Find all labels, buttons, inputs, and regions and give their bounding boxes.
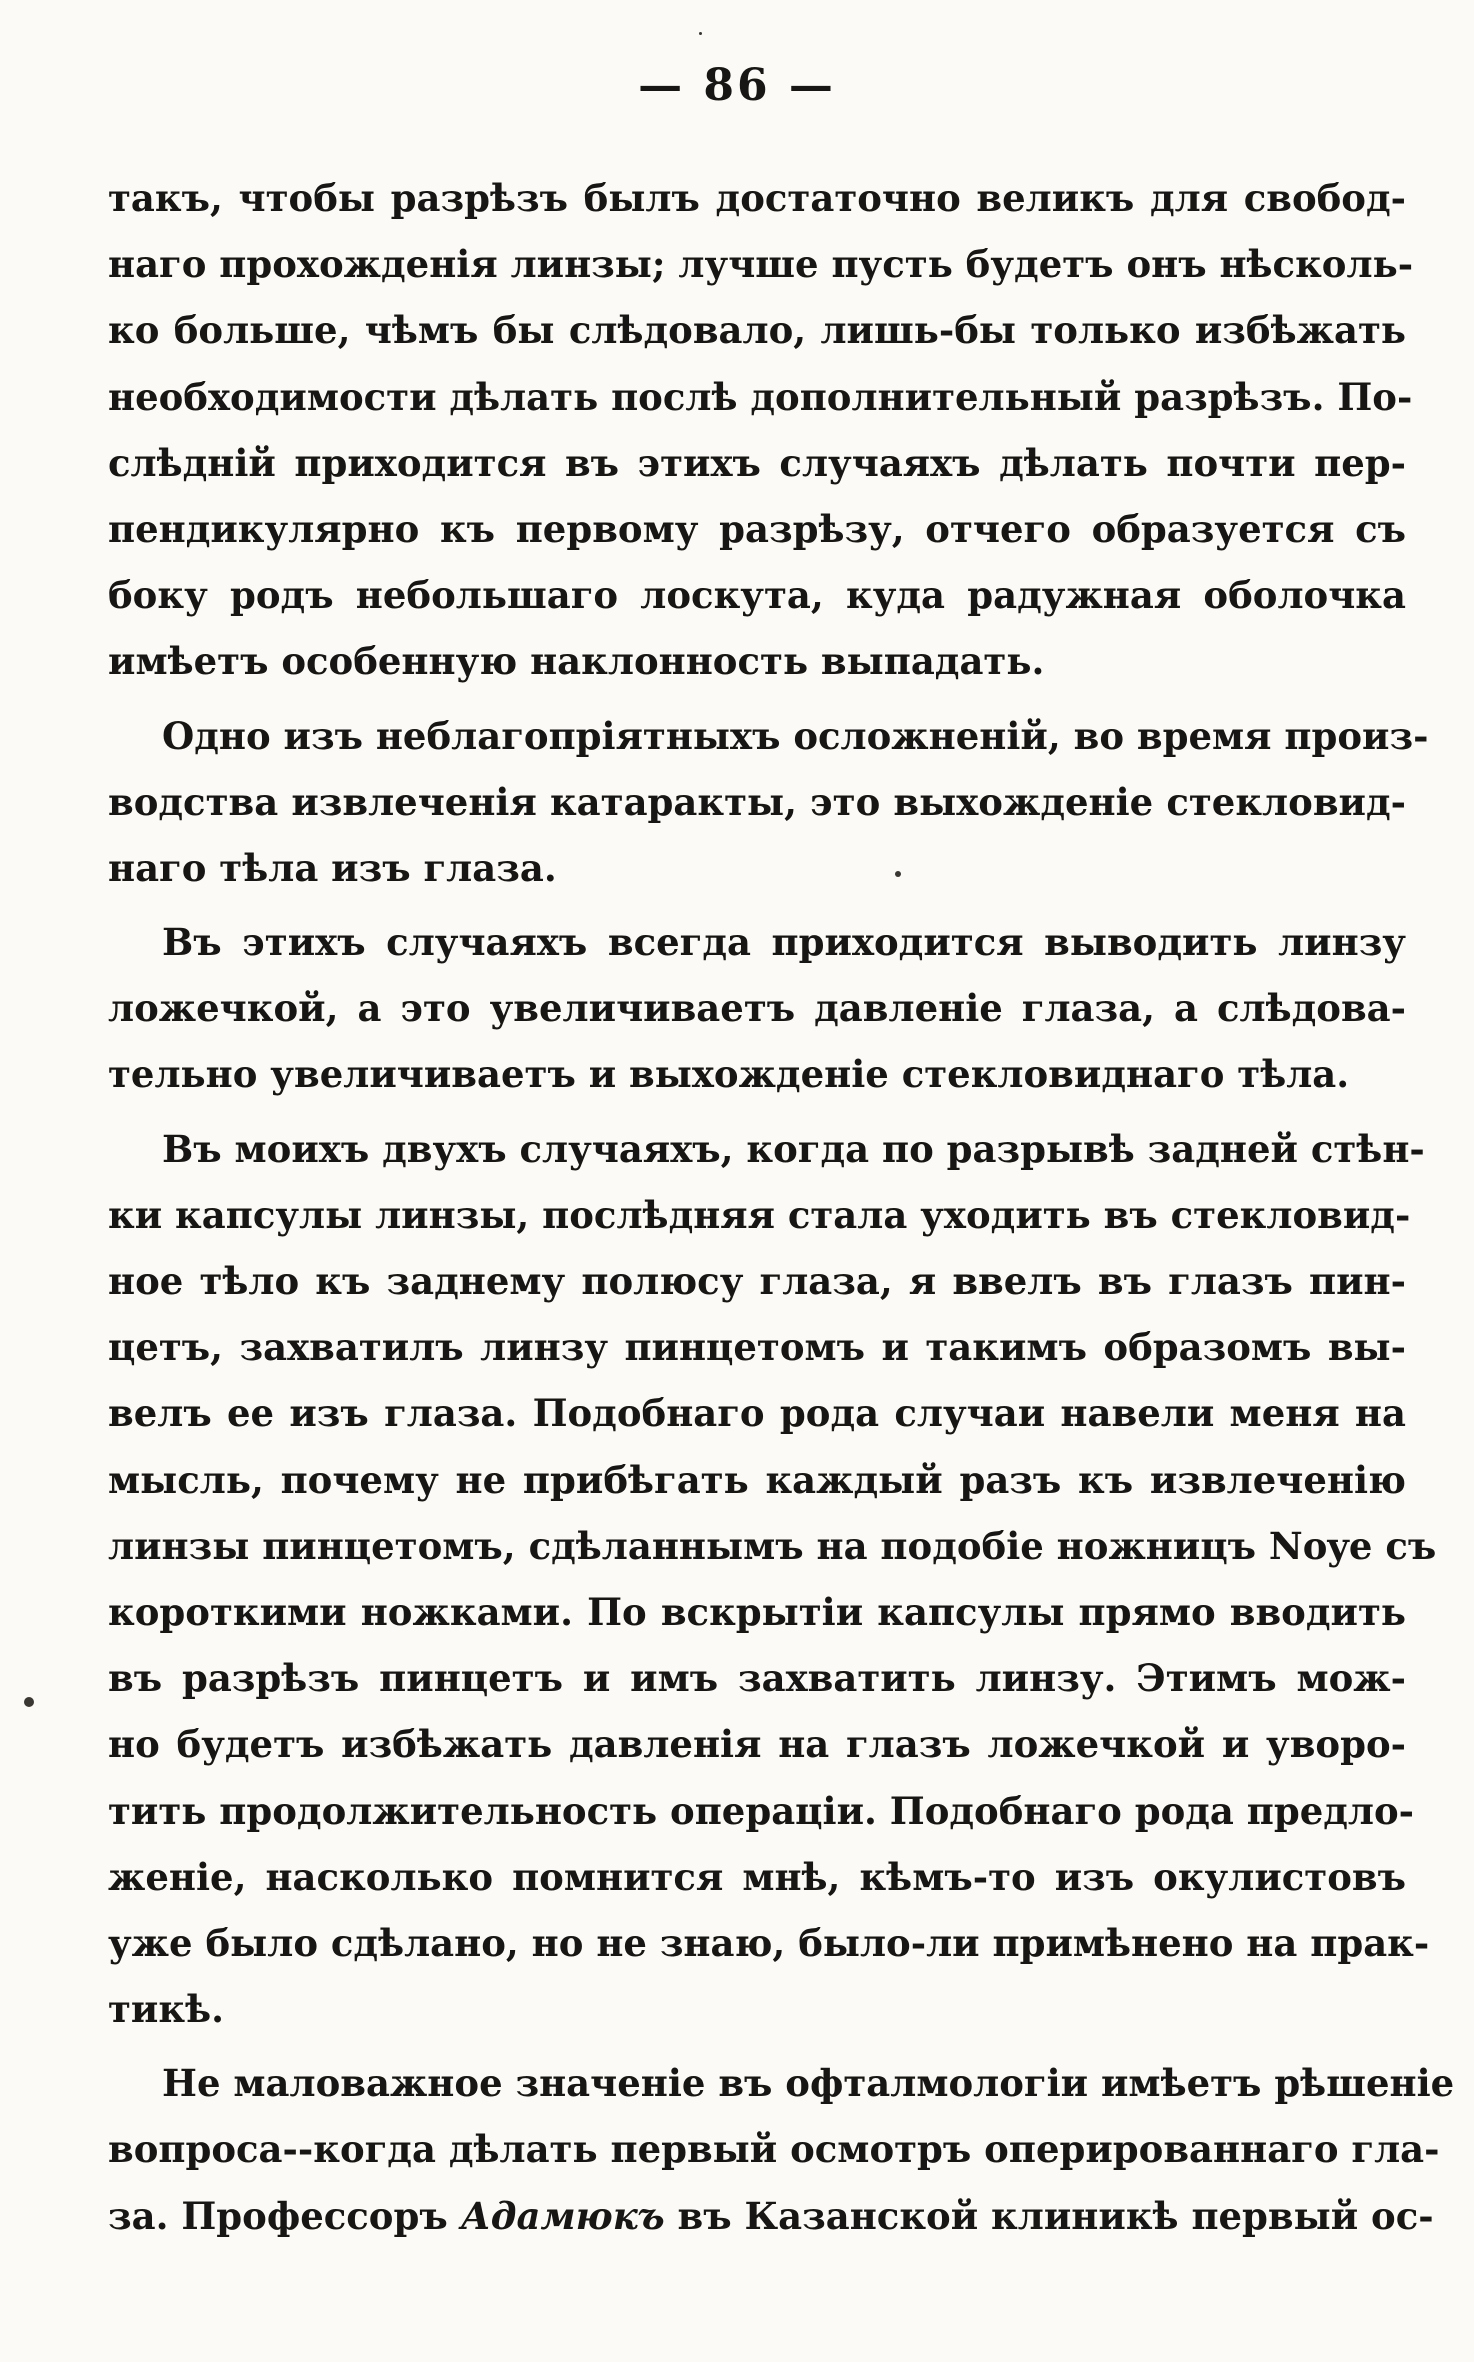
text-line: Не маловажное значеніе въ офталмологіи имѣетъ рѣшеніе [162,2061,1455,2106]
final-line-start: за. Профессоръ [108,2193,461,2238]
text-line: вопроса--когда дѣлать первый осмотръ оперированнаго гла- [108,2127,1440,2172]
text-line: Одно изъ неблагопріятныхъ осложненій, во время произ- [162,713,1429,758]
text-line: но будетъ избѣжать давленія на глазъ ложечкой и уворо- [108,1722,1406,1767]
page-number: — 86 — [638,60,836,111]
text-line: пендикулярно къ первому разрѣзу, отчего образуется съ [108,506,1406,551]
text-line: уже было сдѣлано, но не знаю, было-ли примѣнено на прак- [108,1920,1430,1965]
text-line: такъ, чтобы разрѣзъ былъ достаточно великъ для свобод- [108,176,1406,220]
text-line: необходимости дѣлать послѣ дополнительный разрѣзъ. По- [108,374,1413,419]
paragraph-3 [108,909,1406,1108]
text-line: наго прохожденія линзы; лучше пусть будетъ онъ нѣсколь- [108,242,1414,287]
body-text [108,165,1455,2249]
text-line: Въ этихъ случаяхъ всегда приходится выводить линзу [162,920,1406,965]
text-line: тикѣ. [108,1987,224,2032]
paragraph-1 [108,165,1414,695]
final-line-end: въ Казанской клиникѣ первый ос- [664,2193,1434,2238]
text-line: тельно увеличиваетъ и выхожденіе стекловиднаго тѣла. [108,1052,1350,1097]
text-line: ки капсулы линзы, послѣдняя стала уходить въ стекловид- [108,1192,1411,1237]
text-line: ное тѣло къ заднему полюсу глаза, я ввелъ въ глазъ пин- [108,1259,1406,1303]
text-line: въ разрѣзъ пинцетъ и имъ захватить линзу. Этимъ мож- [108,1656,1406,1701]
text-line: водства извлеченія катаракты, это выхожденіе стекловид- [108,779,1406,824]
ink-speck [24,1697,34,1707]
text-line: женіе, насколько помнится мнѣ, кѣмъ-то изъ окулистовъ [108,1854,1406,1899]
text-line: ко больше, чѣмъ бы слѣдовало, лишь-бы только избѣжать [108,308,1406,353]
ink-speck [699,32,702,35]
text-line: имѣетъ особенную наклонность выпадать. [108,639,1045,684]
text-line: велъ ее изъ глаза. Подобнаго рода случаи навели меня на [108,1391,1406,1436]
text-line: линзы пинцетомъ, сдѣланнымъ на подобіе ножницъ Noyе съ [108,1523,1437,1568]
text-line-with-italic [108,2183,1434,2249]
text-line: слѣдній приходится въ этихъ случаяхъ дѣлать почти пер- [108,440,1406,485]
ink-speck [895,871,901,877]
paragraph-2 [108,703,1429,902]
text-line: ложечкой, а это увеличиваетъ давленіе глаза, а слѣдова- [108,986,1406,1031]
text-line: тить продолжительность операціи. Подобнаго рода предло- [108,1788,1415,1833]
text-line: Въ моихъ двухъ случаяхъ, когда по разрывѣ задней стѣн- [162,1126,1425,1171]
text-line: короткими ножками. По вскрытіи капсулы прямо вводить [108,1589,1406,1634]
paragraph-4 [108,1116,1437,2043]
paragraph-5 [108,2050,1455,2249]
text-line: мысль, почему не прибѣгать каждый разъ къ извлеченію [108,1457,1406,1502]
author-name: Адамюкъ [460,2193,665,2238]
text-line: цетъ, захватилъ линзу пинцетомъ и такимъ образомъ вы- [108,1325,1406,1370]
text-line: наго тѣла изъ глаза. [108,845,557,890]
text-line: боку родъ небольшаго лоскута, куда радужная оболочка [108,573,1406,618]
